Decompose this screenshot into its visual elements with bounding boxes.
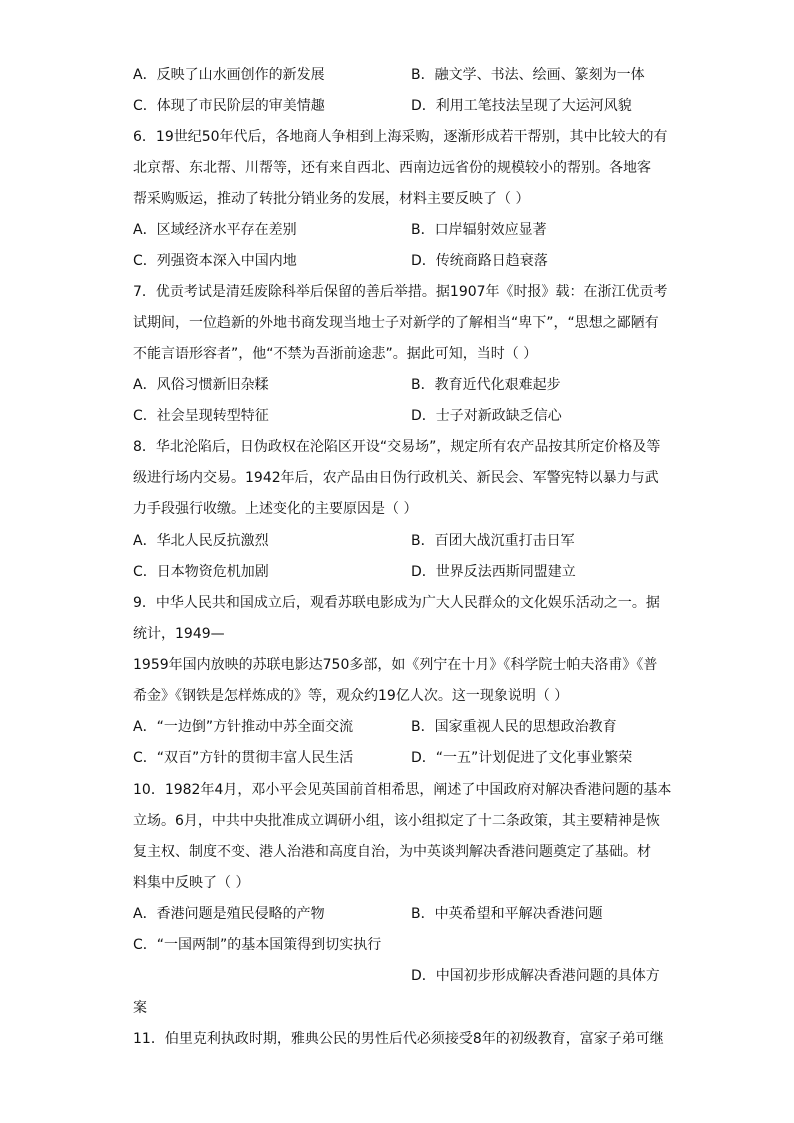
q7-option-a: A．风俗习惯新旧杂糅 xyxy=(133,377,269,393)
q8-option-b: B．百团大战沉重打击日军 xyxy=(411,533,575,549)
q9-stem-line-4: 希金》《钢铁是怎样炼成的》等，观众约19亿人次。这一现象说明（ ） xyxy=(133,688,569,704)
q10-stem-line-4: 料集中反映了（ ） xyxy=(133,875,250,891)
q8-stem-line-3: 力手段强行收缴。上述变化的主要原因是（ ） xyxy=(133,501,418,517)
q5-option-d: D．利用工笔技法呈现了大运河风貌 xyxy=(411,98,632,114)
q8-stem-line-2: 级进行场内交易。1942年后，农产品由日伪行政机关、新民会、军警宪特以暴力与武 xyxy=(133,470,659,486)
q6-option-a: A．区域经济水平存在差别 xyxy=(133,222,297,238)
q10-option-c: C．“一国两制”的基本国策得到切实执行 xyxy=(133,937,382,953)
q9-stem-line-2: 统计，1949— xyxy=(133,626,225,642)
q6-stem-line-3: 帮采购贩运，推动了转批分销业务的发展，材料主要反映了（ ） xyxy=(133,191,530,207)
q9-option-c: C．“双百”方针的贯彻丰富人民生活 xyxy=(133,750,354,766)
q10-option-d: D．中国初步形成解决香港问题的具体方 xyxy=(411,968,660,984)
q8-stem-line-1: 8．华北沦陷后，日伪政权在沦陷区开设“交易场”，规定所有农产品按其所定价格及等 xyxy=(133,439,661,455)
q5-option-b: B．融文学、书法、绘画、篆刻为一体 xyxy=(411,67,645,83)
q7-option-b: B．教育近代化艰难起步 xyxy=(411,377,561,393)
q9-stem-line-3: 1959年国内放映的苏联电影达750多部，如《列宁在十月》《科学院士帕夫洛甫》《普 xyxy=(133,657,658,673)
q6-option-d: D．传统商路日趋衰落 xyxy=(411,253,548,269)
q6-stem-line-1: 6．19世纪50年代后，各地商人争相到上海采购，逐渐形成若干帮别，其中比较大的有 xyxy=(133,129,668,145)
q9-option-d: D．“一五”计划促进了文化事业繁荣 xyxy=(411,750,633,766)
q7-option-c: C．社会呈现转型特征 xyxy=(133,408,269,424)
q9-stem-line-1: 9．中华人民共和国成立后，观看苏联电影成为广大人民群众的文化娱乐活动之一。据 xyxy=(133,595,660,611)
q7-stem-line-1: 7．优贡考试是清廷废除科举后保留的善后举措。据1907年《时报》载：在浙江优贡考 xyxy=(133,284,668,300)
q6-option-c: C．列强资本深入中国内地 xyxy=(133,253,297,269)
q6-option-b: B．口岸辐射效应显著 xyxy=(411,222,547,238)
q5-option-c: C．体现了市民阶层的审美情趣 xyxy=(133,98,325,114)
q7-stem-line-3: 不能言语形容者”，他“不禁为吾浙前途悲”。据此可知，当时（ ） xyxy=(133,346,538,362)
q5-option-a: A．反映了山水画创作的新发展 xyxy=(133,67,325,83)
q10-option-d-wrap: 案 xyxy=(133,1000,147,1016)
q11-stem-line-1: 11．伯里克利执政时期，雅典公民的男性后代必须接受8年的初级教育，富家子弟可继 xyxy=(133,1031,664,1047)
q10-stem-line-3: 复主权、制度不变、港人治港和高度自治，为中英谈判解决香港问题奠定了基础。材 xyxy=(133,844,651,860)
q10-stem-line-1: 10．1982年4月，邓小平会见英国前首相希思，阐述了中国政府对解决香港问题的基本 xyxy=(133,782,672,798)
q9-option-b: B．国家重视人民的思想政治教育 xyxy=(411,719,617,735)
q6-stem-line-2: 北京帮、东北帮、川帮等，还有来自西北、西南边远省份的规模较小的帮别。各地客 xyxy=(133,160,651,176)
q8-option-a: A．华北人民反抗激烈 xyxy=(133,533,269,549)
q10-option-b: B．中英希望和平解决香港问题 xyxy=(411,906,603,922)
q8-option-c: C．日本物资危机加剧 xyxy=(133,564,269,580)
q7-option-d: D．士子对新政缺乏信心 xyxy=(411,408,562,424)
q9-option-a: A．“一边倒”方针推动中苏全面交流 xyxy=(133,719,354,735)
q8-option-d: D．世界反法西斯同盟建立 xyxy=(411,564,576,580)
q7-stem-line-2: 试期间，一位趋新的外地书商发现当地士子对新学的了解相当“卑下”，“思想之鄙陋有 xyxy=(133,315,659,331)
q10-option-a: A．香港问题是殖民侵略的产物 xyxy=(133,906,325,922)
q10-stem-line-2: 立场。6月，中共中央批准成立调研小组，该小组拟定了十二条政策，其主要精神是恢 xyxy=(133,813,660,829)
